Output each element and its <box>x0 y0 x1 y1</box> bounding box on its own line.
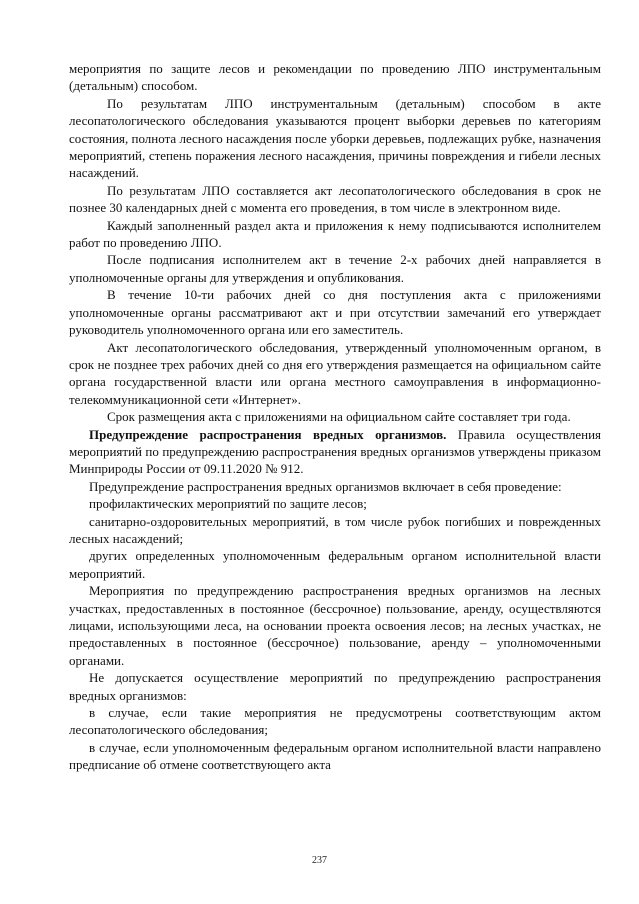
list-item-1: профилактических мероприятий по защите лесов; <box>89 496 367 512</box>
page-number: 237 <box>312 855 327 866</box>
paragraph-8: Срок размещения акта с приложениями на официальном сайте составляет три года. <box>107 409 571 425</box>
paragraph-9 <box>69 426 601 478</box>
paragraph-10: Предупреждение распространения вредных организмов включает в себя проведение: <box>89 478 562 494</box>
list-item-4: в случае, если такие мероприятия не предусмотрены соответствующим актом лесопатологического обследования; <box>69 705 601 738</box>
list-item-3: других определенных уполномоченным федеральным органом исполнительной власти мероприятий. <box>69 548 601 581</box>
list-item-5: в случае, если уполномоченным федеральным органом исполнительной власти направлено предписание об отмене соответствующего акта <box>69 739 601 773</box>
paragraph-5: После подписания исполнителем акт в течение 2-х рабочих дней направляется в уполномоченные органы для утверждения и опубликования. <box>69 252 601 285</box>
list-item-2: санитарно-оздоровительных мероприятий, в том числе рубок погибших и поврежденных лесных насаждений; <box>69 513 601 546</box>
paragraph-9-text: Правила осуществления мероприятий по предупреждению распространения вредных организмов утверждены приказом Минприроды России от 09.11.2020 № 912. <box>69 426 601 477</box>
paragraph-4: Каждый заполненный раздел акта и приложения к нему подписываются исполнителем работ по проведению ЛПО. <box>69 217 601 251</box>
paragraph-7: Акт лесопатологического обследования, утвержденный уполномоченным органом, в срок не позднее трех рабочих дней со дня его утверждения размещается на официальном сайте органа государственной власти или органа местного самоуправления в информационно-телекоммуникационной сети «Интернет». <box>69 339 601 407</box>
body-text <box>69 60 601 774</box>
paragraph-6: В течение 10-ти рабочих дней со дня поступления акта с приложениями уполномоченные органы рассматривают акт и при отсутствии замечаний его утверждает руководитель уполномоченного органа или его заместитель. <box>69 287 601 338</box>
section-heading: Предупреждение распространения вредных организмов. <box>89 426 447 442</box>
paragraph-3: По результатам ЛПО составляется акт лесопатологического обследования в срок не познее 30 календарных дней с момента его проведения, в том числе в электронном виде. <box>69 182 601 216</box>
paragraph-14: Мероприятия по предупреждению распространения вредных организмов на лесных участках, предоставленных в постоянное (бессрочное) пользование, аренду, осуществляются лицами, использующими леса, на основании проекта освоения лесов; на лесных участках, не предоставленных в постоянное (бессрочное) пользование, аренду – уполномоченными органами. <box>69 583 601 668</box>
paragraph-1: мероприятия по защите лесов и рекомендации по проведению ЛПО инструментальным (детальным) способом. <box>69 61 601 94</box>
paragraph-2: По результатам ЛПО инструментальным (детальным) способом в акте лесопатологического обследования указываются процент выборки деревьев по категориям состояния, полнота лесного насаждения после уборки деревьев, подлежащих рубке, назначения мероприятий, степень поражения лесного насаждения, причины повреждения и гибели лесных насаждений. <box>69 95 601 181</box>
paragraph-15: Не допускается осуществление мероприятий по предупреждению распространения вредных организмов: <box>69 670 601 703</box>
